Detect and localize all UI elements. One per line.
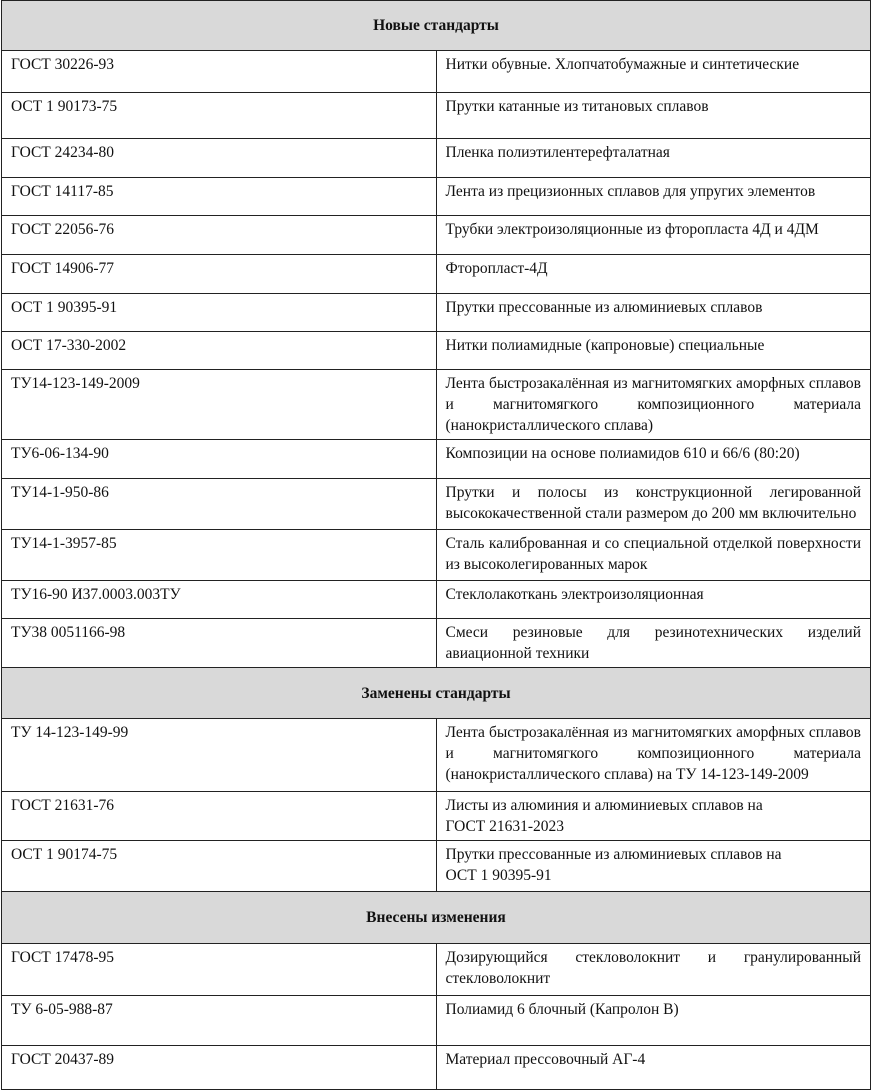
section-header-changed <box>2 892 871 944</box>
standard-description: Смеси резиновые для резинотехнических изделий авиационной техники <box>436 619 871 668</box>
standard-description: Лента быстрозакалённая из магнитомягких аморфных сплавов и магнитомягкого композиционного материала (нанокристаллического сплава) на ТУ 14-123-149-2009 <box>436 719 871 792</box>
standard-code: ОСТ 1 90173-75 <box>2 93 437 139</box>
standard-description: Стеклолакоткань электроизоляционная <box>436 581 871 619</box>
section-title: Заменены стандарты <box>2 668 871 719</box>
table-row <box>2 944 871 996</box>
standard-description: Нитки обувные. Хлопчатобумажные и синтетические <box>436 51 871 93</box>
table-row <box>2 996 871 1046</box>
standard-description <box>436 792 871 841</box>
table-row <box>2 619 871 668</box>
table-row <box>2 841 871 892</box>
standard-code: ОСТ 1 90174-75 <box>2 841 437 892</box>
table-row <box>2 51 871 93</box>
table-row <box>2 294 871 332</box>
table-row <box>2 370 871 440</box>
description-line: ГОСТ 21631-2023 <box>445 818 565 835</box>
standard-code: ГОСТ 30226-93 <box>2 51 437 93</box>
standard-description: Композиции на основе полиамидов 610 и 66/6 (80:20) <box>436 440 871 479</box>
standard-description: Фторопласт-4Д <box>436 255 871 294</box>
table-row <box>2 93 871 139</box>
table-row <box>2 479 871 530</box>
standard-description: Сталь калиброванная и со специальной отделкой поверхности из высоколегированных марок <box>436 530 871 581</box>
section-header-replaced <box>2 668 871 719</box>
section-title: Внесены изменения <box>2 892 871 944</box>
table-row <box>2 216 871 255</box>
standard-code: ТУ14-123-149-2009 <box>2 370 437 440</box>
table-row <box>2 719 871 792</box>
table-row <box>2 139 871 178</box>
standard-code: ТУ 14-123-149-99 <box>2 719 437 792</box>
standard-description: Полиамид 6 блочный (Капролон В) <box>436 996 871 1046</box>
standard-description: Лента из прецизионных сплавов для упругих элементов <box>436 178 871 216</box>
standard-code: ОСТ 17-330-2002 <box>2 332 437 370</box>
standard-code: ТУ14-1-3957-85 <box>2 530 437 581</box>
table-row <box>2 332 871 370</box>
standard-code: ГОСТ 20437-89 <box>2 1046 437 1090</box>
standard-code: ОСТ 1 90395-91 <box>2 294 437 332</box>
standard-code: ГОСТ 24234-80 <box>2 139 437 178</box>
table-row <box>2 1046 871 1090</box>
standard-description: Пленка полиэтилентерефталатная <box>436 139 871 178</box>
standard-code: ТУ6-06-134-90 <box>2 440 437 479</box>
table-row <box>2 440 871 479</box>
standard-code: ТУ38 0051166-98 <box>2 619 437 668</box>
standard-description: Лента быстрозакалённая из магнитомягких аморфных сплавов и магнитомягкого композиционного материала (нанокристаллического сплава) <box>436 370 871 440</box>
standard-description: Прутки прессованные из алюминиевых сплавов <box>436 294 871 332</box>
standard-code: ГОСТ 22056-76 <box>2 216 437 255</box>
description-line: Листы из алюминия и алюминиевых сплавов на <box>445 797 763 814</box>
table-row <box>2 792 871 841</box>
description-line: ОСТ 1 90395-91 <box>445 867 552 884</box>
standard-description <box>436 841 871 892</box>
standard-description: Прутки катанные из титановых сплавов <box>436 93 871 139</box>
standard-description: Прутки и полосы из конструкционной легированной высококачественной стали размером до 200 мм включительно <box>436 479 871 530</box>
standard-code: ГОСТ 21631-76 <box>2 792 437 841</box>
table-row <box>2 581 871 619</box>
standard-code: ТУ14-1-950-86 <box>2 479 437 530</box>
standard-code: ТУ 6-05-988-87 <box>2 996 437 1046</box>
standard-code: ГОСТ 14117-85 <box>2 178 437 216</box>
table-row <box>2 530 871 581</box>
standard-code: ГОСТ 14906-77 <box>2 255 437 294</box>
standards-table <box>1 0 871 1090</box>
description-line: Прутки прессованные из алюминиевых сплавов на <box>445 846 782 863</box>
table-row <box>2 178 871 216</box>
standard-description: Нитки полиамидные (капроновые) специальные <box>436 332 871 370</box>
section-header-new <box>2 1 871 51</box>
standard-description: Дозирующийся стекловолокнит и гранулированный стекловолокнит <box>436 944 871 996</box>
standard-description: Материал прессовочный АГ-4 <box>436 1046 871 1090</box>
standard-code: ГОСТ 17478-95 <box>2 944 437 996</box>
standard-description: Трубки электроизоляционные из фторопласта 4Д и 4ДМ <box>436 216 871 255</box>
section-title: Новые стандарты <box>2 1 871 51</box>
table-row <box>2 255 871 294</box>
standard-code: ТУ16-90 И37.0003.003ТУ <box>2 581 437 619</box>
